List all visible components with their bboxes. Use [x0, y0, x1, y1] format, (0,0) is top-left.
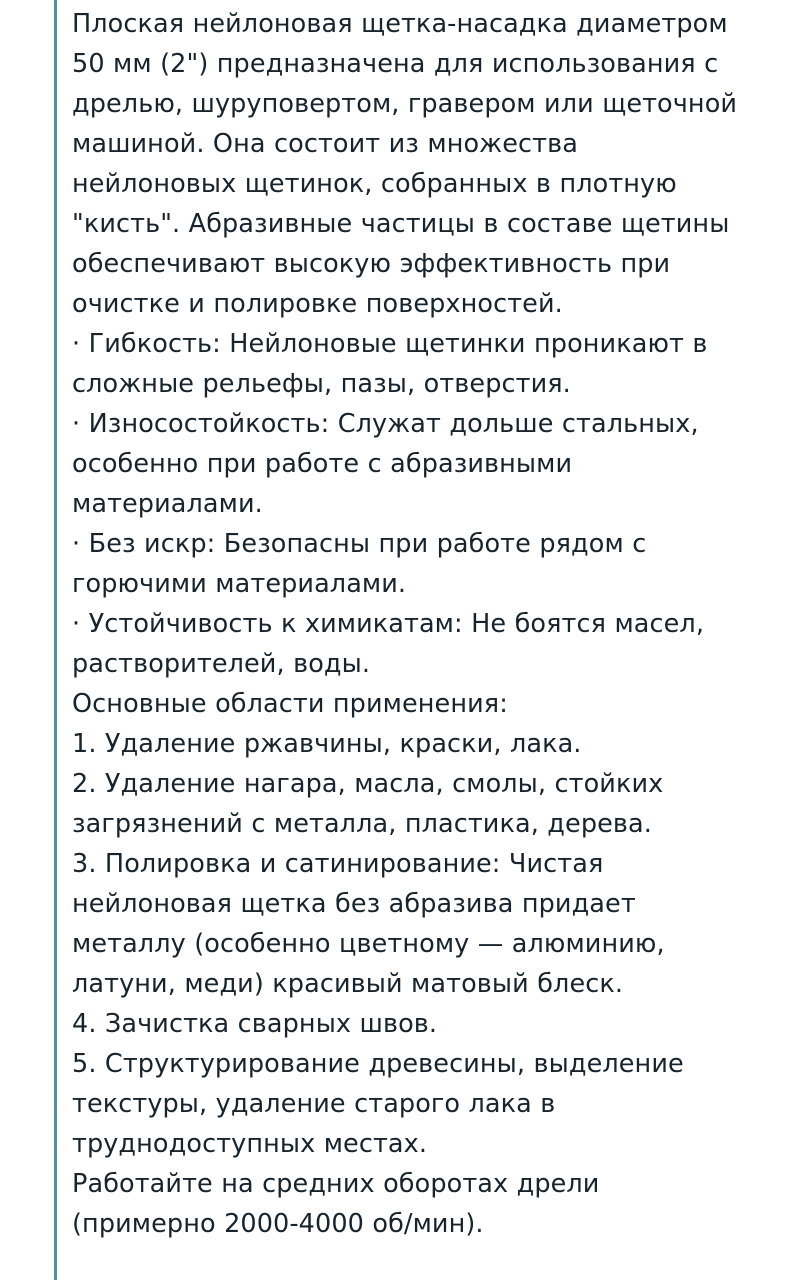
paragraph-usage-note: Работайте на средних оборотах дрели (примерно 2000-4000 об/мин). — [72, 1169, 600, 1239]
paragraph-application-1: 1. Удаление ржавчины, краски, лака. — [72, 729, 582, 759]
paragraph-application-4: 4. Зачистка сварных швов. — [72, 1009, 438, 1039]
document-body — [72, 0, 748, 1244]
paragraph-application-5: 5. Структурирование древесины, выделение текстуры, удаление старого лака в труднодоступных местах. — [72, 1049, 684, 1159]
paragraph-feature-flexibility: · Гибкость: Нейлоновые щетинки проникают в сложные рельефы, пазы, отверстия. — [72, 329, 708, 399]
paragraph-application-2: 2. Удаление нагара, масла, смолы, стойких загрязнений с металла, пластика, дерева. — [72, 769, 664, 839]
paragraph-feature-no-sparks: · Без искр: Безопасны при работе рядом с горючими материалами. — [72, 529, 647, 599]
paragraph-application-3: 3. Полировка и сатинирование: Чистая нейлоновая щетка без абразива придает металлу (особенно цветному — алюминию, латуни, меди) красивый матовый блеск. — [72, 849, 665, 999]
paragraph-applications-heading: Основные области применения: — [72, 689, 508, 719]
left-accent-rule — [54, 0, 57, 1280]
paragraph-feature-chemical-resistance: · Устойчивость к химикатам: Не боятся масел, растворителей, воды. — [72, 609, 705, 679]
paragraph-intro: Плоская нейлоновая щетка-насадка диаметром 50 мм (2") предназначена для использования с дрелью, шуруповертом, гравером или щеточной машиной. Она состоит из множества нейлоновых щетинок, собранных в плотную "кисть". Абразивные частицы в составе щетины обеспечивают высокую эффективность при очистке и полировке поверхностей. — [72, 9, 738, 319]
paragraph-feature-wear-resistance: · Износостойкость: Служат дольше стальных, особенно при работе с абразивными материалами. — [72, 409, 699, 519]
